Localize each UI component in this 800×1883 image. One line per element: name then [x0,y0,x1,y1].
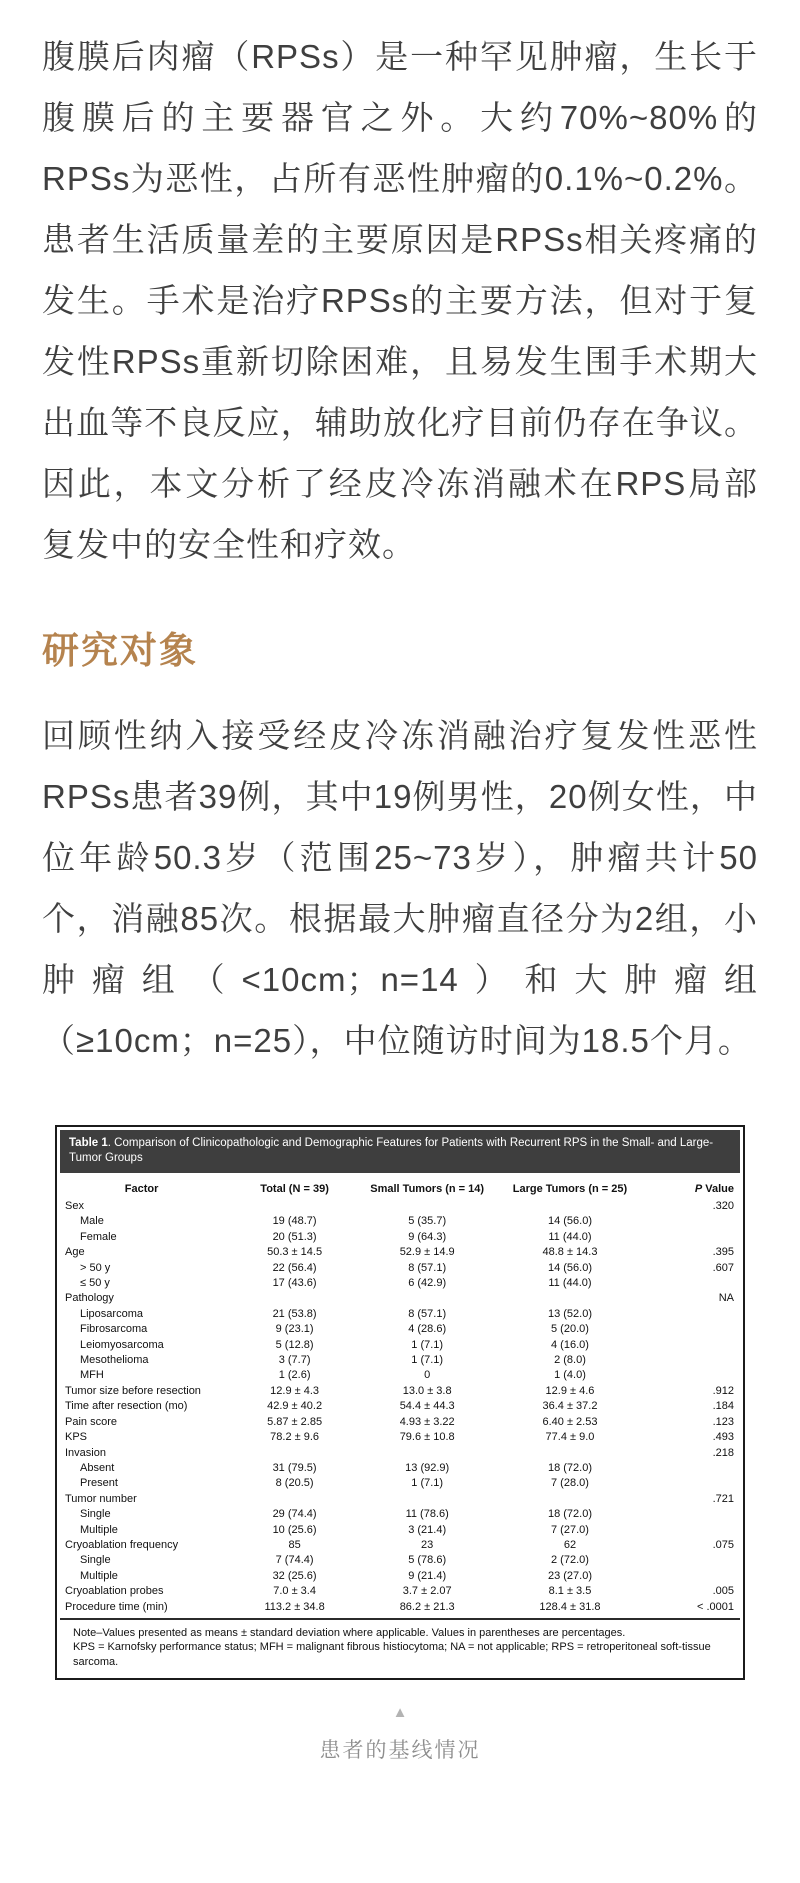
value-cell: 1 (4.0) [554,1369,586,1382]
value-cell: 23 [421,1538,434,1551]
value-cell [652,1353,740,1368]
value-cell [488,1199,651,1214]
value-cell: 128.4 ± 31.8 [539,1600,601,1613]
table1-body [60,1199,740,1615]
factor-cell: Pain score [65,1415,117,1428]
value-cell [366,1492,488,1507]
value-cell: 6.40 ± 2.53 [542,1415,598,1428]
value-cell [652,1461,740,1476]
value-cell: 21 (53.8) [272,1307,317,1320]
value-cell: 8 (57.1) [408,1261,447,1274]
value-cell: 42.9 ± 40.2 [267,1400,323,1413]
value-cell [488,1291,651,1306]
table-row [60,1261,740,1276]
factor-cell: Invasion [65,1446,106,1459]
value-cell [366,1446,488,1461]
col-header-total: Total (N = 39) [260,1183,329,1195]
value-cell [652,1307,740,1322]
factor-cell: Procedure time (min) [65,1600,168,1613]
factor-cell: Tumor number [65,1492,137,1505]
value-cell: .721 [712,1492,734,1505]
value-cell: .320 [712,1200,734,1212]
table-row [60,1446,740,1461]
intro-paragraph: 腹膜后肉瘤（RPSs）是一种罕见肿瘤，生长于腹膜后的主要器官之外。大约70%~80%的RPSs为恶性，占所有恶性肿瘤的0.1%~0.2%。患者生活质量差的主要原因是RPSs相关疼痛的发生。手术是治疗RPSs的主要方法，但对于复发性RPSs重新切除困难，且易发生围手术期大出血等不良反应，辅助放化疗目前仍存在争议。因此，本文分析了经皮冷冻消融术在RPS局部复发中的安全性和疗效。 [42,38,758,563]
factor-cell: Present [80,1477,118,1490]
study-subjects-paragraph: 回顾性纳入接受经皮冷冻消融治疗复发性恶性RPSs患者39例，其中19例男性，20例女性，中位年龄50.3岁（范围25~73岁），肿瘤共计50个，消融85次。根据最大肿瘤直径分为2组，小肿瘤组（<10cm；n=14）和大肿瘤组（≥10cm；n=25），中位随访时间为18.5个月。 [42,717,758,1059]
value-cell: .912 [712,1384,734,1397]
value-cell [223,1199,366,1214]
value-cell [652,1322,740,1337]
table-row [60,1507,740,1522]
figure-footer [42,1704,758,1764]
value-cell [223,1492,366,1507]
value-cell: 54.4 ± 44.3 [399,1400,455,1413]
value-cell: 20 (51.3) [272,1230,317,1243]
value-cell: 29 (74.4) [272,1508,317,1521]
value-cell [652,1476,740,1491]
value-cell: 1 (7.1) [411,1477,444,1490]
table-row [60,1276,740,1291]
footnote-abbreviations: KPS = Karnofsky performance status; MFH = malignant fibrous histiocytoma; NA = not applicable; RPS = retroperitoneal soft-tissue sarcoma. [73,1641,711,1668]
value-cell [652,1368,740,1383]
value-cell [652,1230,740,1245]
value-cell: 11 (44.0) [548,1230,592,1243]
value-cell: 5 (35.7) [408,1215,447,1228]
value-cell: 2 (8.0) [554,1354,586,1367]
value-cell: 32 (25.6) [272,1569,317,1582]
table-row [60,1553,740,1568]
factor-cell: Male [80,1215,104,1228]
factor-cell: Multiple [80,1523,118,1536]
value-cell: 86.2 ± 21.3 [399,1600,455,1613]
table-row [60,1199,740,1214]
value-cell: 19 (48.7) [272,1215,317,1228]
table-row [60,1538,740,1553]
value-cell [652,1276,740,1291]
table1-header [60,1173,740,1199]
table-row [60,1214,740,1229]
table-row [60,1307,740,1322]
value-cell: 79.6 ± 10.8 [399,1431,455,1444]
value-cell: 13 (52.0) [547,1307,592,1320]
value-cell [652,1523,740,1538]
value-cell: 62 [563,1538,577,1551]
value-cell: 12.9 ± 4.3 [270,1384,320,1397]
value-cell: 36.4 ± 37.2 [542,1400,598,1413]
factor-cell: Multiple [80,1569,118,1582]
value-cell: 4 (16.0) [551,1338,589,1351]
table-row [60,1430,740,1445]
value-cell: 18 (72.0) [547,1508,592,1521]
table-row [60,1584,740,1599]
table-row [60,1338,740,1353]
p-value-italic: P [694,1183,703,1195]
value-cell: 8 (57.1) [408,1307,447,1320]
value-cell: 9 (64.3) [408,1230,447,1243]
value-cell: .607 [712,1261,734,1274]
value-cell: 52.9 ± 14.9 [399,1246,455,1259]
table1 [60,1173,740,1615]
value-cell: 4 (28.6) [408,1323,447,1336]
factor-cell: Pathology [65,1292,114,1305]
col-header-small-tumors: Small Tumors (n = 14) [370,1183,485,1195]
factor-cell: Single [80,1508,111,1521]
value-cell: 1 (7.1) [411,1354,444,1367]
value-cell [488,1492,651,1507]
value-cell: 0 [424,1369,431,1382]
factor-cell: Liposarcoma [80,1307,143,1320]
value-cell: 14 (56.0) [547,1261,592,1274]
factor-cell: MFH [80,1369,104,1382]
value-cell [652,1507,740,1522]
value-cell: 1 (2.6) [278,1369,311,1382]
value-cell: 6 (42.9) [408,1277,447,1290]
value-cell: 78.2 ± 9.6 [270,1431,320,1444]
table-row [60,1492,740,1507]
value-cell: 7 (74.4) [275,1554,314,1567]
value-cell: 50.3 ± 14.5 [267,1246,323,1259]
table-row [60,1461,740,1476]
value-cell: .493 [712,1431,734,1444]
table-row [60,1415,740,1430]
table-row [60,1600,740,1615]
value-cell: 77.4 ± 9.0 [545,1431,595,1444]
collapse-arrow-icon[interactable]: ▲ [392,1704,408,1722]
value-cell: .218 [712,1446,734,1459]
table1-figure [55,1125,745,1680]
value-cell: 12.9 ± 4.6 [545,1384,595,1397]
footnote-values: Note–Values presented as means ± standard deviation where applicable. Values in parentheses are percentages. [73,1626,626,1639]
value-cell: .395 [712,1246,734,1259]
value-cell: 5 (78.6) [408,1554,447,1567]
value-cell: 5 (12.8) [275,1338,314,1351]
table1-title-label: Table 1 [69,1137,108,1149]
value-cell: 7 (28.0) [551,1477,589,1490]
value-cell: 8.1 ± 3.5 [548,1585,592,1598]
value-cell [223,1446,366,1461]
factor-cell: Age [65,1246,85,1259]
value-cell: .184 [712,1400,734,1413]
value-cell: 4.93 ± 3.22 [399,1415,455,1428]
factor-cell: Absent [80,1461,115,1474]
value-cell [652,1214,740,1229]
col-header-p-value [652,1173,740,1199]
value-cell: 9 (21.4) [408,1569,447,1582]
value-cell: 3.7 ± 2.07 [402,1585,452,1598]
table-row [60,1322,740,1337]
table-row [60,1523,740,1538]
value-cell: 2 (72.0) [551,1554,589,1567]
table-row [60,1476,740,1491]
value-cell: 18 (72.0) [547,1461,592,1474]
table-row [60,1399,740,1414]
value-cell: 48.8 ± 14.3 [542,1246,598,1259]
value-cell: < .0001 [696,1600,734,1613]
value-cell: 5 (20.0) [551,1323,589,1336]
table-row [60,1245,740,1260]
factor-cell: ≤ 50 y [80,1277,110,1290]
value-cell: 1 (7.1) [411,1338,444,1351]
value-cell [366,1199,488,1214]
factor-cell: Tumor size before resection [65,1384,201,1397]
factor-cell: Cryoablation probes [65,1585,164,1598]
table-row [60,1353,740,1368]
value-cell: .005 [712,1585,734,1598]
table-row [60,1230,740,1245]
col-header-factor: Factor [124,1183,159,1195]
value-cell: 8 (20.5) [275,1477,314,1490]
value-cell: 22 (56.4) [272,1261,317,1274]
factor-cell: Female [80,1230,117,1243]
value-cell: 85 [288,1538,301,1551]
value-cell [652,1338,740,1353]
value-cell: 7 (27.0) [551,1523,589,1536]
value-cell: 10 (25.6) [272,1523,317,1536]
factor-cell: KPS [65,1431,88,1444]
factor-cell: Leiomyosarcoma [80,1338,164,1351]
factor-cell: Fibrosarcoma [80,1323,148,1336]
factor-cell: > 50 y [80,1261,111,1274]
value-cell: .123 [712,1415,734,1428]
value-cell: 3 (7.7) [278,1354,311,1367]
table-row [60,1384,740,1399]
value-cell: 9 (23.1) [275,1323,314,1336]
p-value-rest: Value [702,1183,734,1195]
table1-footnote [60,1618,740,1679]
value-cell: 3 (21.4) [408,1523,447,1536]
value-cell [366,1291,488,1306]
table1-title-band [60,1130,740,1173]
figure-caption: 患者的基线情况 [319,1739,481,1763]
value-cell: 11 (78.6) [405,1508,449,1521]
table-row [60,1368,740,1383]
value-cell [652,1553,740,1568]
value-cell: 31 (79.5) [272,1461,317,1474]
value-cell [652,1569,740,1584]
table-row [60,1291,740,1306]
value-cell: 13.0 ± 3.8 [402,1384,452,1397]
factor-cell: Mesothelioma [80,1354,149,1367]
value-cell: NA [718,1292,734,1305]
col-header-large-tumors: Large Tumors (n = 25) [512,1183,628,1195]
value-cell: .075 [712,1538,734,1551]
value-cell: 11 (44.0) [548,1277,592,1290]
factor-cell: Time after resection (mo) [65,1400,188,1413]
value-cell: 13 (92.9) [405,1461,450,1474]
value-cell: 14 (56.0) [547,1215,592,1228]
value-cell: 5.87 ± 2.85 [267,1415,323,1428]
value-cell: 7.0 ± 3.4 [273,1585,316,1598]
factor-cell: Cryoablation frequency [65,1538,179,1551]
section-heading-study-subjects: 研究对象 [42,631,198,672]
value-cell [223,1291,366,1306]
table-row [60,1569,740,1584]
factor-cell: Sex [65,1200,84,1212]
value-cell: 23 (27.0) [547,1569,592,1582]
value-cell: 113.2 ± 34.8 [264,1600,325,1613]
value-cell: 17 (43.6) [272,1277,317,1290]
value-cell [488,1446,651,1461]
factor-cell: Single [80,1554,111,1567]
table1-title-text: . Comparison of Clinicopathologic and Demographic Features for Patients with Recurrent RPS in the Small- and Large-Tumor Groups [69,1137,714,1164]
